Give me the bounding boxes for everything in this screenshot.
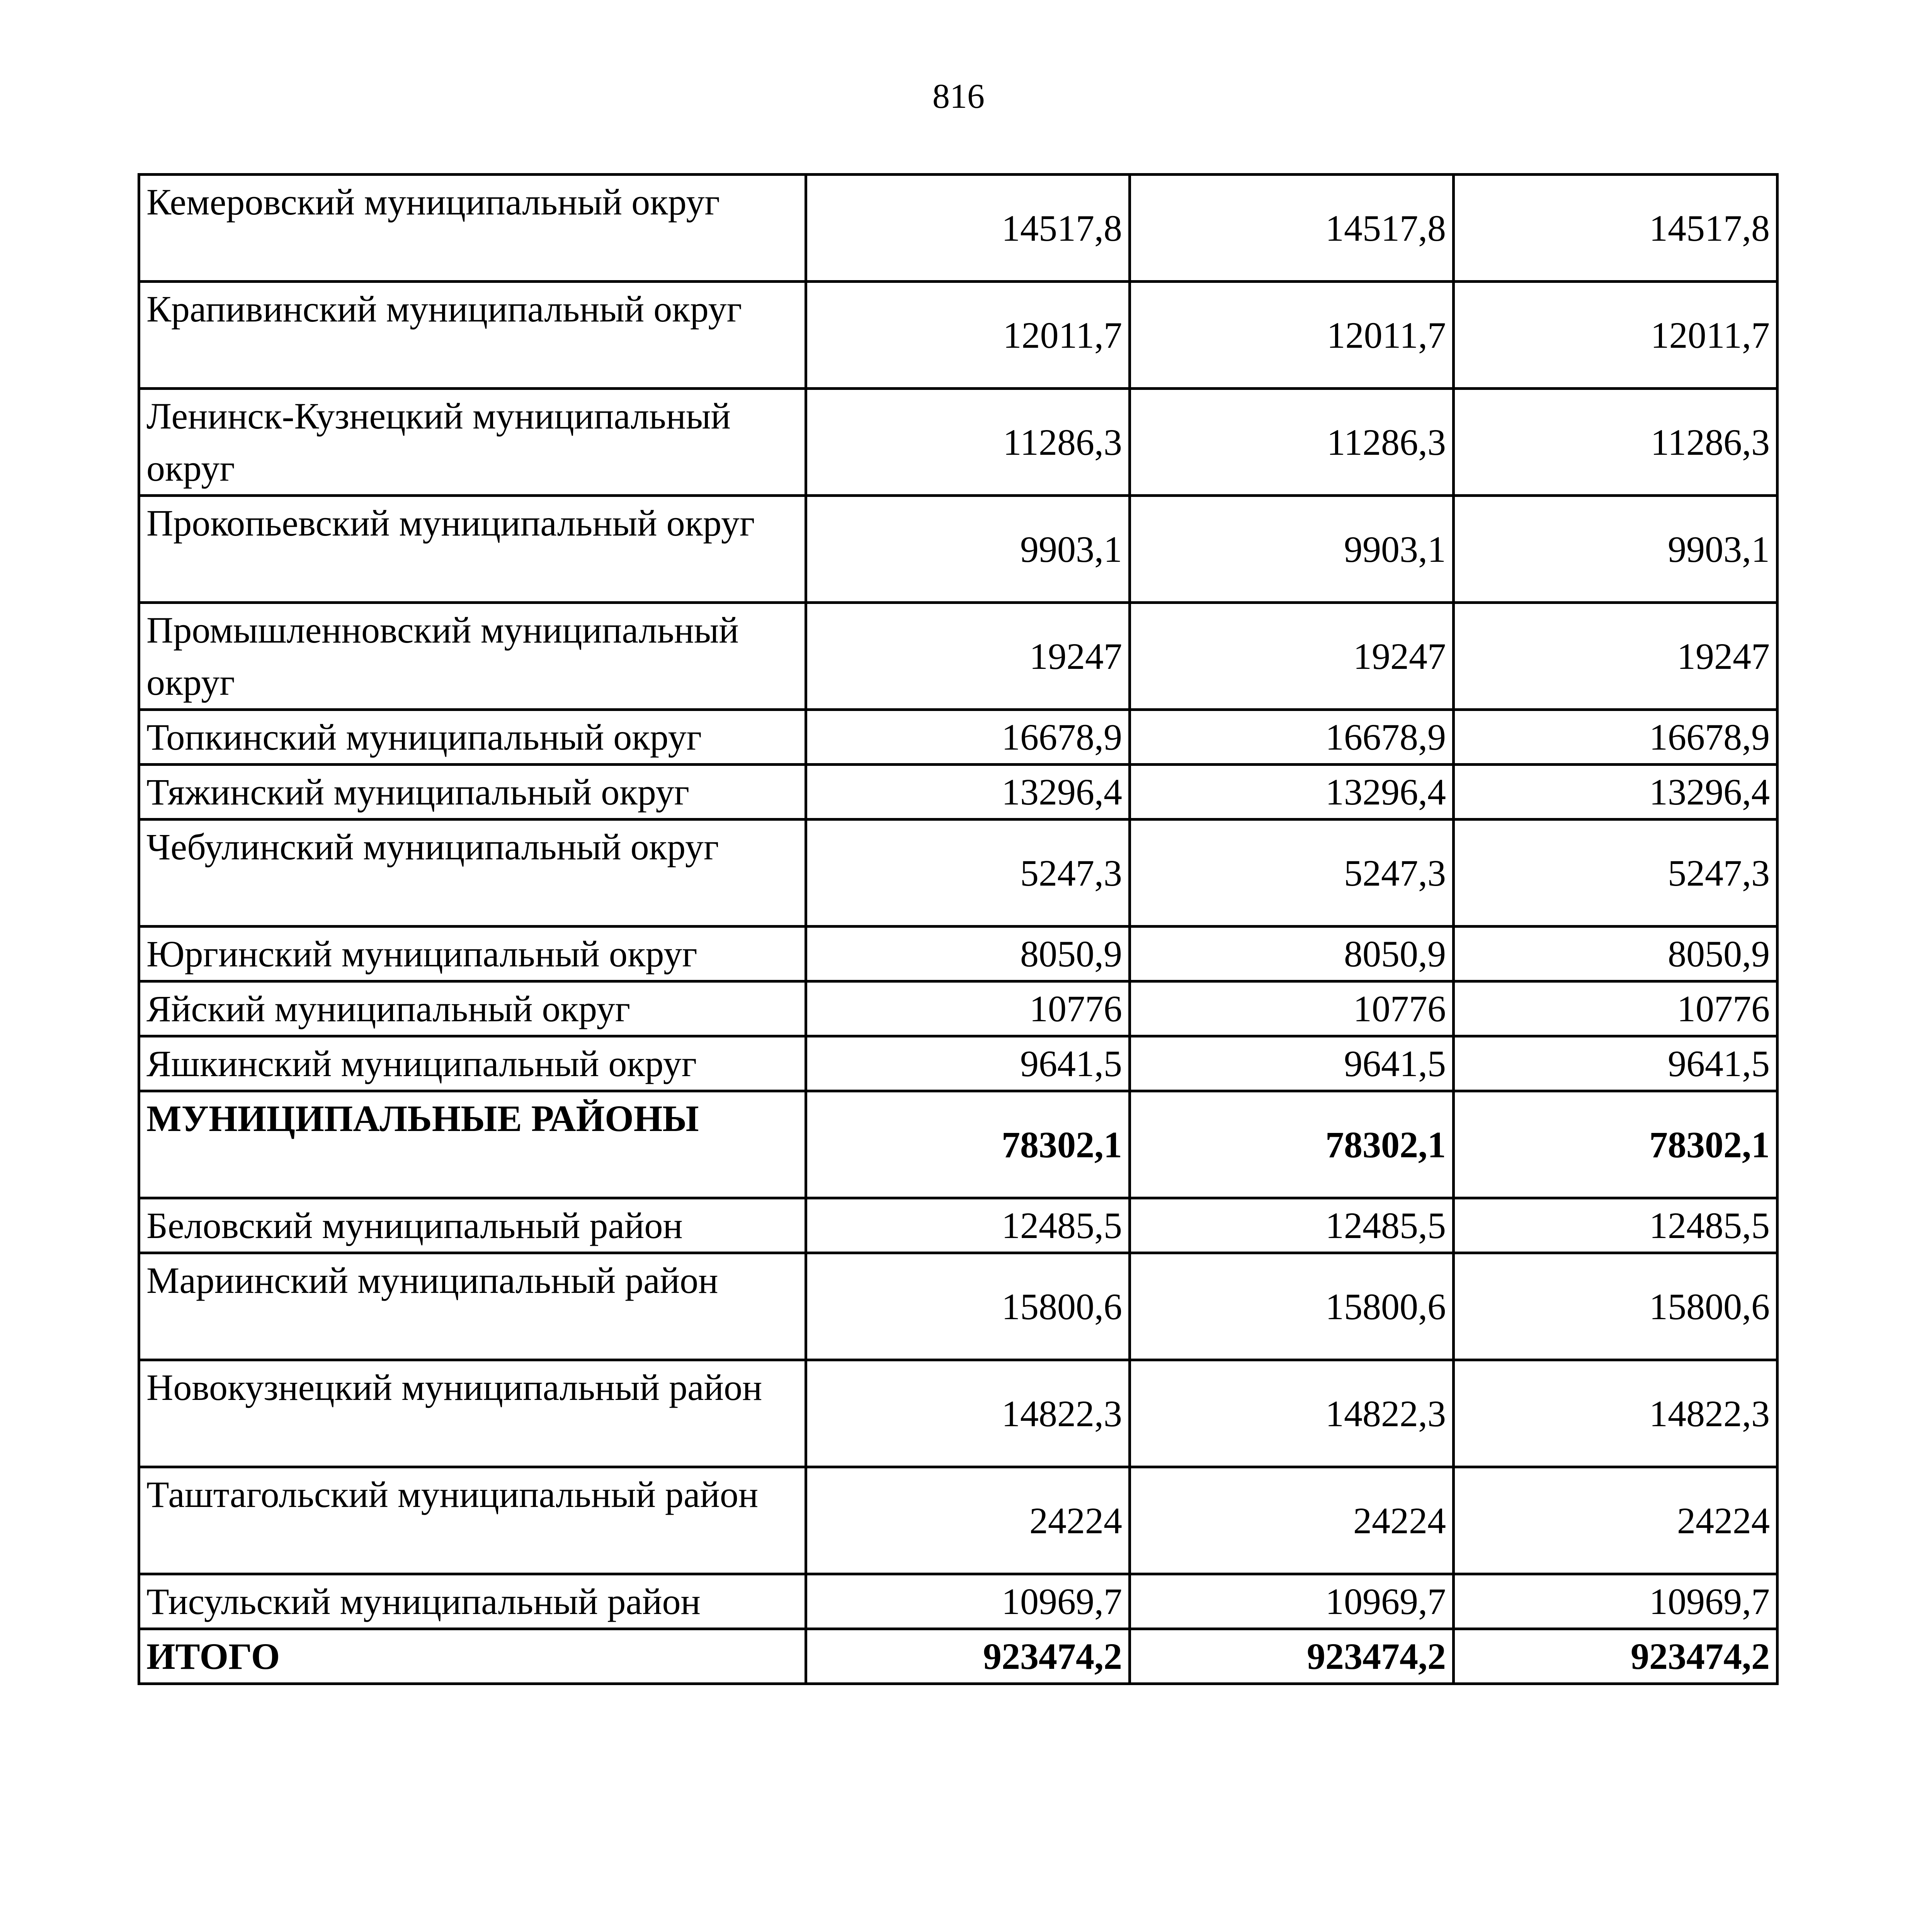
row-name: Беловский муниципальный район (139, 1198, 806, 1253)
table-row (139, 496, 1778, 603)
row-value-3: 9903,1 (1454, 496, 1778, 603)
total-label: ИТОГО (139, 1629, 806, 1684)
table-row (139, 710, 1778, 765)
row-value-2: 24224 (1130, 1467, 1454, 1574)
table-row (139, 820, 1778, 927)
table-row (139, 389, 1778, 496)
row-name: Таштагольский муниципальный район (139, 1467, 806, 1574)
row-value-1: 19247 (806, 603, 1130, 710)
table-row (139, 765, 1778, 820)
row-name: Ленинск-Кузнецкий муниципальный округ (139, 389, 806, 496)
row-name: Новокузнецкий муниципальный район (139, 1360, 806, 1467)
row-name: Топкинский муниципальный округ (139, 710, 806, 765)
row-name: Яшкинский муниципальный округ (139, 1036, 806, 1091)
row-value-2: 15800,6 (1130, 1253, 1454, 1360)
row-value-2: 14517,8 (1130, 175, 1454, 282)
row-value-3: 12011,7 (1454, 282, 1778, 389)
row-value-2: 12485,5 (1130, 1198, 1454, 1253)
row-value-3: 10969,7 (1454, 1574, 1778, 1629)
row-value-3: 9641,5 (1454, 1036, 1778, 1091)
row-value-1: 11286,3 (806, 389, 1130, 496)
row-value-1: 10969,7 (806, 1574, 1130, 1629)
row-value-1: 9641,5 (806, 1036, 1130, 1091)
row-value-2: 13296,4 (1130, 765, 1454, 820)
row-value-1: 13296,4 (806, 765, 1130, 820)
row-value-3: 15800,6 (1454, 1253, 1778, 1360)
table-row (139, 981, 1778, 1036)
total-value-2: 923474,2 (1130, 1629, 1454, 1684)
row-value-2: 14822,3 (1130, 1360, 1454, 1467)
row-name: Чебулинский муниципальный округ (139, 820, 806, 927)
total-value-3: 923474,2 (1454, 1629, 1778, 1684)
row-value-1: 5247,3 (806, 820, 1130, 927)
row-value-1: 14822,3 (806, 1360, 1130, 1467)
section-value-3: 78302,1 (1454, 1091, 1778, 1198)
row-name: Тисульский муниципальный район (139, 1574, 806, 1629)
row-value-3: 12485,5 (1454, 1198, 1778, 1253)
row-value-1: 9903,1 (806, 496, 1130, 603)
row-name: Кемеровский муниципальный округ (139, 175, 806, 282)
table-row (139, 1360, 1778, 1467)
row-value-3: 19247 (1454, 603, 1778, 710)
total-row (139, 1629, 1778, 1684)
row-value-2: 11286,3 (1130, 389, 1454, 496)
row-value-1: 24224 (806, 1467, 1130, 1574)
row-name: Юргинский муниципальный округ (139, 927, 806, 981)
row-value-2: 5247,3 (1130, 820, 1454, 927)
row-value-1: 12011,7 (806, 282, 1130, 389)
row-value-3: 8050,9 (1454, 927, 1778, 981)
row-value-3: 24224 (1454, 1467, 1778, 1574)
row-value-1: 8050,9 (806, 927, 1130, 981)
table-row (139, 175, 1778, 282)
row-value-2: 19247 (1130, 603, 1454, 710)
row-value-3: 14822,3 (1454, 1360, 1778, 1467)
row-value-3: 10776 (1454, 981, 1778, 1036)
row-value-1: 12485,5 (806, 1198, 1130, 1253)
row-value-3: 16678,9 (1454, 710, 1778, 765)
row-value-2: 16678,9 (1130, 710, 1454, 765)
table-row (139, 603, 1778, 710)
table-row (139, 1253, 1778, 1360)
row-value-1: 16678,9 (806, 710, 1130, 765)
section-name: МУНИЦИПАЛЬНЫЕ РАЙОНЫ (139, 1091, 806, 1198)
row-value-2: 12011,7 (1130, 282, 1454, 389)
table-row (139, 1467, 1778, 1574)
row-name: Тяжинский муниципальный округ (139, 765, 806, 820)
total-value-1: 923474,2 (806, 1629, 1130, 1684)
table-row (139, 282, 1778, 389)
table-row (139, 1198, 1778, 1253)
row-value-2: 8050,9 (1130, 927, 1454, 981)
row-value-3: 13296,4 (1454, 765, 1778, 820)
row-name: Мариинский муниципальный район (139, 1253, 806, 1360)
row-name: Прокопьевский муниципальный округ (139, 496, 806, 603)
page-number: 816 (932, 77, 985, 116)
table-row (139, 1574, 1778, 1629)
table-row (139, 927, 1778, 981)
table-row (139, 1036, 1778, 1091)
section-row-municipal-districts (139, 1091, 1778, 1198)
row-value-2: 10969,7 (1130, 1574, 1454, 1629)
row-name: Промышленновский муниципальный округ (139, 603, 806, 710)
row-value-2: 10776 (1130, 981, 1454, 1036)
row-name: Крапивинский муниципальный округ (139, 282, 806, 389)
row-value-3: 14517,8 (1454, 175, 1778, 282)
row-value-3: 11286,3 (1454, 389, 1778, 496)
row-value-3: 5247,3 (1454, 820, 1778, 927)
budget-table (138, 173, 1779, 1685)
row-value-1: 15800,6 (806, 1253, 1130, 1360)
row-value-2: 9903,1 (1130, 496, 1454, 603)
section-value-2: 78302,1 (1130, 1091, 1454, 1198)
row-value-1: 10776 (806, 981, 1130, 1036)
row-name: Яйский муниципальный округ (139, 981, 806, 1036)
section-value-1: 78302,1 (806, 1091, 1130, 1198)
row-value-1: 14517,8 (806, 175, 1130, 282)
row-value-2: 9641,5 (1130, 1036, 1454, 1091)
